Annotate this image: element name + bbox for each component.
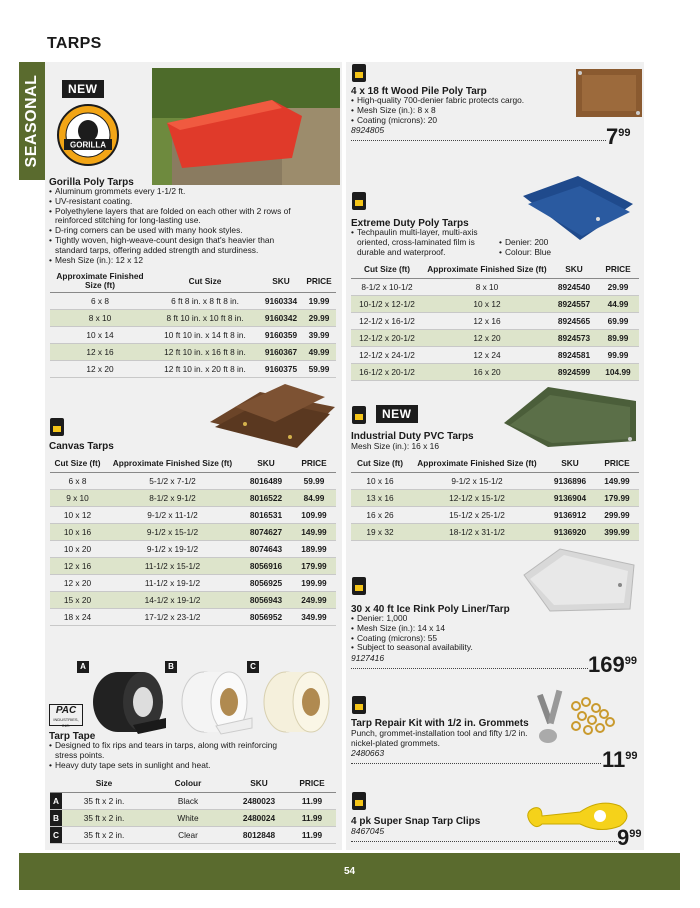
extreme-tarp-photo bbox=[518, 174, 636, 244]
table-cell: 149.99 bbox=[595, 472, 639, 489]
table-cell: B bbox=[50, 809, 62, 826]
table-cell: 9-1/2 x 15-1/2 bbox=[409, 472, 545, 489]
repair-kit-title: Tarp Repair Kit with 1/2 in. Grommets bbox=[351, 718, 529, 729]
table-cell: 9160375 bbox=[260, 360, 302, 377]
table-cell: 19 x 32 bbox=[351, 523, 409, 540]
table-cell: 11-1/2 x 19-1/2 bbox=[105, 574, 240, 591]
power-fist-icon bbox=[352, 406, 366, 424]
table-cell: 8-1/2 x 10-1/2 bbox=[351, 278, 423, 295]
table-row bbox=[50, 826, 336, 843]
ice-rink-sku: 9127416 bbox=[351, 653, 385, 663]
table-cell: 179.99 bbox=[292, 557, 336, 574]
table-row bbox=[50, 343, 336, 360]
table-cell: 49.99 bbox=[302, 343, 336, 360]
table-cell: 13 x 16 bbox=[351, 489, 409, 506]
table-cell: 9160342 bbox=[260, 309, 302, 326]
divider bbox=[351, 841, 617, 842]
table-cell: 59.99 bbox=[292, 472, 336, 489]
table-cell: 17-1/2 x 23-1/2 bbox=[105, 608, 240, 625]
table-cell: 18 x 24 bbox=[50, 608, 105, 625]
table-cell: 89.99 bbox=[597, 329, 639, 346]
new-badge: NEW bbox=[62, 80, 104, 98]
power-fist-icon bbox=[352, 192, 366, 210]
table-cell: Clear bbox=[146, 826, 230, 843]
page-title: TARPS bbox=[47, 35, 102, 52]
table-cell: 10 x 12 bbox=[423, 295, 551, 312]
table-cell: 8012848 bbox=[230, 826, 288, 843]
tape-white-photo bbox=[176, 660, 254, 738]
snap-clips-title: 4 pk Super Snap Tarp Clips bbox=[351, 816, 481, 827]
table-cell: 10 x 20 bbox=[50, 540, 105, 557]
table-cell: 399.99 bbox=[595, 523, 639, 540]
table-header: Approximate Finished Size (ft) Cut Size SKU PRICE bbox=[50, 270, 336, 292]
table-cell: 6 ft 8 in. x 8 ft 8 in. bbox=[150, 292, 260, 309]
table-row bbox=[351, 278, 639, 295]
table-row bbox=[351, 329, 639, 346]
pvc-title: Industrial Duty PVC Tarps bbox=[351, 431, 474, 442]
table-cell: 39.99 bbox=[302, 326, 336, 343]
table-cell: 8924581 bbox=[551, 346, 597, 363]
table-cell: 11.99 bbox=[288, 792, 336, 809]
table-cell: 8 x 10 bbox=[50, 309, 150, 326]
table-cell: 8924557 bbox=[551, 295, 597, 312]
table-row bbox=[50, 792, 336, 809]
table-cell: 149.99 bbox=[292, 523, 336, 540]
divider bbox=[351, 140, 606, 141]
snap-clips-price: $9^{99}$ bbox=[617, 825, 642, 850]
wood-pile-title: 4 x 18 ft Wood Pile Poly Tarp bbox=[351, 86, 487, 97]
tape-table bbox=[50, 775, 336, 844]
table-cell: A bbox=[50, 792, 62, 809]
table-cell: 9136904 bbox=[545, 489, 595, 506]
table-cell: 16 x 20 bbox=[423, 363, 551, 380]
table-header: Cut Size (ft) Approximate Finished Size (ft) SKU PRICE bbox=[351, 261, 639, 278]
table-cell: 9136896 bbox=[545, 472, 595, 489]
table-row bbox=[50, 506, 336, 523]
table-cell: 12 x 16 bbox=[50, 343, 150, 360]
page-footer bbox=[19, 853, 680, 890]
tape-clear-photo bbox=[258, 660, 338, 738]
table-cell: 299.99 bbox=[595, 506, 639, 523]
table-row bbox=[50, 557, 336, 574]
wood-pile-price: $7^{99}$ bbox=[606, 124, 631, 149]
table-cell: 59.99 bbox=[302, 360, 336, 377]
extreme-features: • Techpaulin multi-layer, multi-axis oriented, cross-laminated film is durable and waterproof. bbox=[351, 228, 486, 257]
repair-kit-sku: 2480663 bbox=[351, 748, 385, 758]
svg-text:GORILLA: GORILLA bbox=[70, 140, 106, 150]
table-cell: 8924565 bbox=[551, 312, 597, 329]
repair-kit-desc: Punch, grommet-installation tool and fifty 1/2 in. nickel-plated grommets. bbox=[351, 728, 528, 748]
new-badge: NEW bbox=[376, 405, 418, 423]
table-cell: 84.99 bbox=[292, 489, 336, 506]
table-cell: 179.99 bbox=[595, 489, 639, 506]
table-cell: C bbox=[50, 826, 62, 843]
table-cell: 12 x 16 bbox=[50, 557, 105, 574]
table-row bbox=[50, 489, 336, 506]
table-cell: 99.99 bbox=[597, 346, 639, 363]
table-cell: 12 x 20 bbox=[50, 574, 105, 591]
table-row bbox=[351, 346, 639, 363]
table-row bbox=[351, 489, 639, 506]
ice-rink-title: 30 x 40 ft Ice Rink Poly Liner/Tarp bbox=[351, 604, 510, 615]
section-tab: SEASONAL bbox=[19, 62, 45, 180]
power-fist-icon bbox=[352, 792, 366, 810]
canvas-tarp-photo bbox=[205, 382, 340, 450]
table-cell: 249.99 bbox=[292, 591, 336, 608]
table-cell: 9-1/2 x 19-1/2 bbox=[105, 540, 240, 557]
table-row bbox=[50, 360, 336, 377]
table-cell: 12-1/2 x 16-1/2 bbox=[351, 312, 423, 329]
pvc-mesh: Mesh Size (in.): 16 x 16 bbox=[351, 441, 439, 451]
ice-rink-features: • Denier: 1,000 • Mesh Size (in.): 14 x 14 • Coating (microns): 55 • Subject to seasonal availability. bbox=[351, 614, 571, 653]
table-cell: 8056925 bbox=[240, 574, 292, 591]
gorilla-table bbox=[50, 270, 336, 378]
page-number: 54 bbox=[343, 866, 356, 877]
table-cell: 9160359 bbox=[260, 326, 302, 343]
table-cell: 8 ft 10 in. x 10 ft 8 in. bbox=[150, 309, 260, 326]
gorilla-logo bbox=[55, 103, 121, 167]
ice-rink-price: $169^{99}$ bbox=[588, 652, 637, 677]
table-row bbox=[50, 523, 336, 540]
table-cell: 12 ft 10 in. x 20 ft 8 in. bbox=[150, 360, 260, 377]
divider bbox=[351, 763, 601, 764]
wood-pile-features: • High-quality 700-denier fabric protects cargo. • Mesh Size (in.): 8 x 8 • Coating (microns): 20 bbox=[351, 96, 571, 125]
table-cell: 9 x 10 bbox=[50, 489, 105, 506]
table-row bbox=[50, 309, 336, 326]
pac-logo: PAC INDUSTRIES, INC. bbox=[49, 704, 83, 726]
tape-letter-a: A bbox=[77, 661, 89, 673]
table-cell: 44.99 bbox=[597, 295, 639, 312]
table-row bbox=[351, 506, 639, 523]
table-cell: 11.99 bbox=[288, 809, 336, 826]
table-cell: 15 x 20 bbox=[50, 591, 105, 608]
table-cell: 104.99 bbox=[597, 363, 639, 380]
table-cell: 10 x 16 bbox=[351, 472, 409, 489]
table-cell: 10 x 12 bbox=[50, 506, 105, 523]
table-cell: 16 x 26 bbox=[351, 506, 409, 523]
table-row bbox=[50, 574, 336, 591]
table-row bbox=[50, 292, 336, 309]
table-cell: 12-1/2 x 24-1/2 bbox=[351, 346, 423, 363]
table-cell: Black bbox=[146, 792, 230, 809]
extreme-features-right: • Denier: 200 • Colour: Blue bbox=[499, 238, 599, 258]
table-cell: 9136920 bbox=[545, 523, 595, 540]
table-row bbox=[351, 295, 639, 312]
table-cell: 8016489 bbox=[240, 472, 292, 489]
extreme-title: Extreme Duty Poly Tarps bbox=[351, 218, 469, 229]
pvc-tarp-photo bbox=[500, 383, 642, 449]
table-cell: 18-1/2 x 31-1/2 bbox=[409, 523, 545, 540]
table-cell: 8-1/2 x 9-1/2 bbox=[105, 489, 240, 506]
power-fist-icon bbox=[352, 64, 366, 82]
table-cell: 8 x 10 bbox=[423, 278, 551, 295]
table-row bbox=[351, 363, 639, 380]
tape-letter-b: B bbox=[165, 661, 177, 673]
table-cell: 9160334 bbox=[260, 292, 302, 309]
table-cell: 12 ft 10 in. x 16 ft 8 in. bbox=[150, 343, 260, 360]
tape-title: Tarp Tape bbox=[49, 731, 96, 742]
table-cell: 5-1/2 x 7-1/2 bbox=[105, 472, 240, 489]
power-fist-icon bbox=[50, 418, 64, 436]
table-cell: 189.99 bbox=[292, 540, 336, 557]
table-cell: 8056916 bbox=[240, 557, 292, 574]
table-cell: 8924599 bbox=[551, 363, 597, 380]
table-cell: 9-1/2 x 15-1/2 bbox=[105, 523, 240, 540]
table-cell: 11-1/2 x 15-1/2 bbox=[105, 557, 240, 574]
tape-features: • Designed to fix rips and tears in tarps, along with reinforcing stress points. • Heavy duty tape sets in sunlight and heat. bbox=[49, 741, 289, 770]
tape-black-photo bbox=[88, 660, 168, 738]
table-header: Cut Size (ft) Approximate Finished Size (ft) SKU PRICE bbox=[50, 455, 336, 472]
table-cell: 10 ft 10 in. x 14 ft 8 in. bbox=[150, 326, 260, 343]
table-cell: 9-1/2 x 11-1/2 bbox=[105, 506, 240, 523]
gorilla-tarp-photo bbox=[152, 68, 340, 185]
table-cell: 12-1/2 x 20-1/2 bbox=[351, 329, 423, 346]
snap-clips-sku: 8467045 bbox=[351, 826, 385, 836]
table-cell: 349.99 bbox=[292, 608, 336, 625]
table-cell: 12 x 24 bbox=[423, 346, 551, 363]
table-header: Size Colour SKU PRICE bbox=[50, 775, 336, 792]
table-cell: 35 ft x 2 in. bbox=[62, 826, 146, 843]
table-cell: 8016522 bbox=[240, 489, 292, 506]
power-fist-icon bbox=[352, 696, 366, 714]
table-cell: 12 x 16 bbox=[423, 312, 551, 329]
table-row bbox=[50, 472, 336, 489]
table-cell: 69.99 bbox=[597, 312, 639, 329]
extreme-table bbox=[351, 261, 639, 381]
table-row bbox=[50, 540, 336, 557]
table-cell: 8056943 bbox=[240, 591, 292, 608]
table-row bbox=[50, 591, 336, 608]
table-cell: 11.99 bbox=[288, 826, 336, 843]
table-cell: 12 x 20 bbox=[423, 329, 551, 346]
table-row bbox=[351, 523, 639, 540]
table-cell: 19.99 bbox=[302, 292, 336, 309]
table-cell: 15-1/2 x 25-1/2 bbox=[409, 506, 545, 523]
table-cell: 109.99 bbox=[292, 506, 336, 523]
table-row bbox=[351, 472, 639, 489]
wood-pile-tarp-photo bbox=[574, 65, 644, 121]
table-row bbox=[50, 608, 336, 625]
table-cell: 2480024 bbox=[230, 809, 288, 826]
table-cell: 6 x 8 bbox=[50, 292, 150, 309]
table-cell: 6 x 8 bbox=[50, 472, 105, 489]
table-cell: 35 ft x 2 in. bbox=[62, 792, 146, 809]
table-cell: 16-1/2 x 20-1/2 bbox=[351, 363, 423, 380]
table-cell: 8074627 bbox=[240, 523, 292, 540]
gorilla-title: Gorilla Poly Tarps bbox=[49, 177, 134, 188]
wood-pile-sku: 8924805 bbox=[351, 125, 385, 135]
canvas-title: Canvas Tarps bbox=[49, 441, 114, 452]
table-cell: 2480023 bbox=[230, 792, 288, 809]
table-header: Cut Size (ft) Approximate Finished Size (ft) SKU PRICE bbox=[351, 455, 639, 472]
table-row bbox=[351, 312, 639, 329]
table-cell: 199.99 bbox=[292, 574, 336, 591]
table-cell: 14-1/2 x 19-1/2 bbox=[105, 591, 240, 608]
table-cell: 8074643 bbox=[240, 540, 292, 557]
table-cell: White bbox=[146, 809, 230, 826]
repair-kit-photo bbox=[536, 686, 640, 748]
table-cell: 10 x 16 bbox=[50, 523, 105, 540]
table-cell: 10-1/2 x 12-1/2 bbox=[351, 295, 423, 312]
canvas-table bbox=[50, 455, 336, 626]
table-cell: 8924573 bbox=[551, 329, 597, 346]
divider bbox=[351, 668, 588, 669]
table-cell: 8924540 bbox=[551, 278, 597, 295]
ice-rink-tarp-photo bbox=[520, 545, 638, 615]
table-cell: 9136912 bbox=[545, 506, 595, 523]
table-cell: 8056952 bbox=[240, 608, 292, 625]
table-cell: 29.99 bbox=[597, 278, 639, 295]
power-fist-icon bbox=[352, 577, 366, 595]
table-cell: 9160367 bbox=[260, 343, 302, 360]
gorilla-features: • Aluminum grommets every 1-1/2 ft. • UV-resistant coating. • Polyethylene layers that are folded on each other with 2 rows of reinforced stitching for long-lasting use. • D-ring corners can be used with many hook styles. • Tightly woven, high-weave-count design that's heavier than standard tarps, offering added strength and sturdiness. • Mesh Size (in.): 12 x 12 bbox=[49, 187, 309, 265]
tape-letter-c: C bbox=[247, 661, 259, 673]
table-cell: 35 ft x 2 in. bbox=[62, 809, 146, 826]
table-cell: 29.99 bbox=[302, 309, 336, 326]
table-cell: 12 x 20 bbox=[50, 360, 150, 377]
table-cell: 10 x 14 bbox=[50, 326, 150, 343]
table-row bbox=[50, 326, 336, 343]
table-row bbox=[50, 809, 336, 826]
pvc-table bbox=[351, 455, 639, 541]
table-cell: 8016531 bbox=[240, 506, 292, 523]
repair-kit-price: $11^{99}$ bbox=[602, 747, 638, 772]
table-cell: 12-1/2 x 15-1/2 bbox=[409, 489, 545, 506]
